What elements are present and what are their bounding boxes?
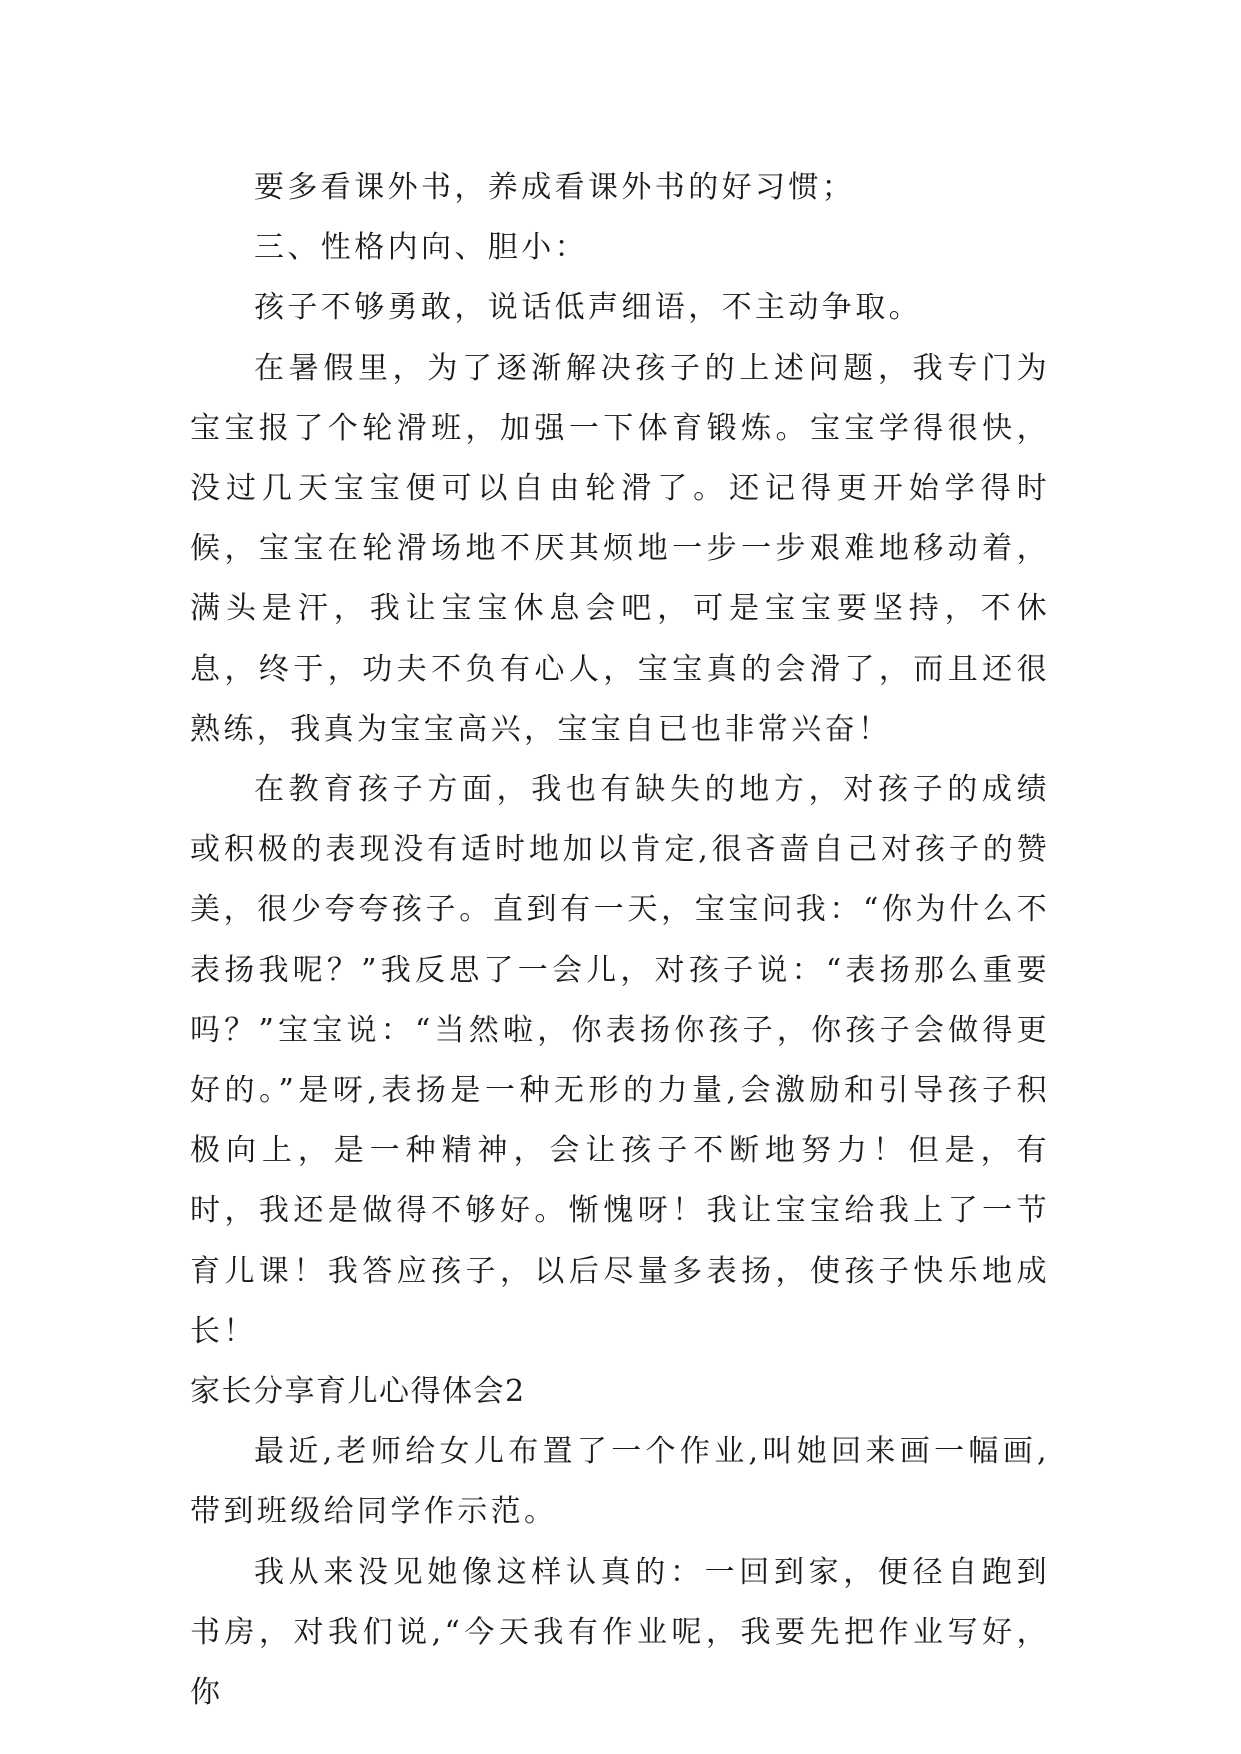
- paragraph-section-three-title: 三、性格内向、胆小：: [254, 230, 588, 266]
- paragraph-serious-attitude: 我从来没见她像这样认真的：一回到家，便径自跑到书房，对我们说,“今天我有作业呢，我要先把作业写好，你: [190, 1554, 1050, 1711]
- paragraph-skating-class: 在暑假里，为了逐渐解决孩子的上述问题，我专门为宝宝报了个轮滑班，加强一下体育锻炼。宝宝学得很快，没过几天宝宝便可以自由轮滑了。还记得更开始学得时候，宝宝在轮滑场地不厌其烦地一步一步艰难地移动着，满头是汗，我让宝宝休息会吧，可是宝宝要坚持，不休息，终于，功夫不负有心人，宝宝真的会滑了，而且还很熟练，我真为宝宝高兴，宝宝自已也非常兴奋！: [190, 350, 1050, 747]
- paragraph-drawing-homework: 最近,老师给女儿布置了一个作业,叫她回来画一幅画,带到班级给同学作示范。: [190, 1434, 1050, 1530]
- document-body: [190, 158, 1050, 1723]
- paragraph-reading-habit: 要多看课外书，养成看课外书的好习惯；: [254, 170, 856, 205]
- section-heading: 家长分享育儿心得体会2: [190, 1374, 526, 1410]
- paragraph-praise-reflection: 在教育孩子方面，我也有缺失的地方，对孩子的成绩或积极的表现没有适时地加以肯定,很吝啬自己对孩子的赞美，很少夸夸孩子。直到有一天，宝宝问我：“你为什么不表扬我呢？”我反思了一会儿，对孩子说：“表扬那么重要吗？”宝宝说：“当然啦，你表扬你孩子，你孩子会做得更好的。”是呀,表扬是一种无形的力量,会激励和引导孩子积极向上，是一种精神，会让孩子不断地努力！但是，有时，我还是做得不够好。惭愧呀！我让宝宝给我上了一节育儿课！我答应孩子，以后尽量多表扬，使孩子快乐地成长！: [190, 772, 1050, 1349]
- paragraph-timid-description: 孩子不够勇敢，说话低声细语，不主动争取。: [254, 290, 922, 326]
